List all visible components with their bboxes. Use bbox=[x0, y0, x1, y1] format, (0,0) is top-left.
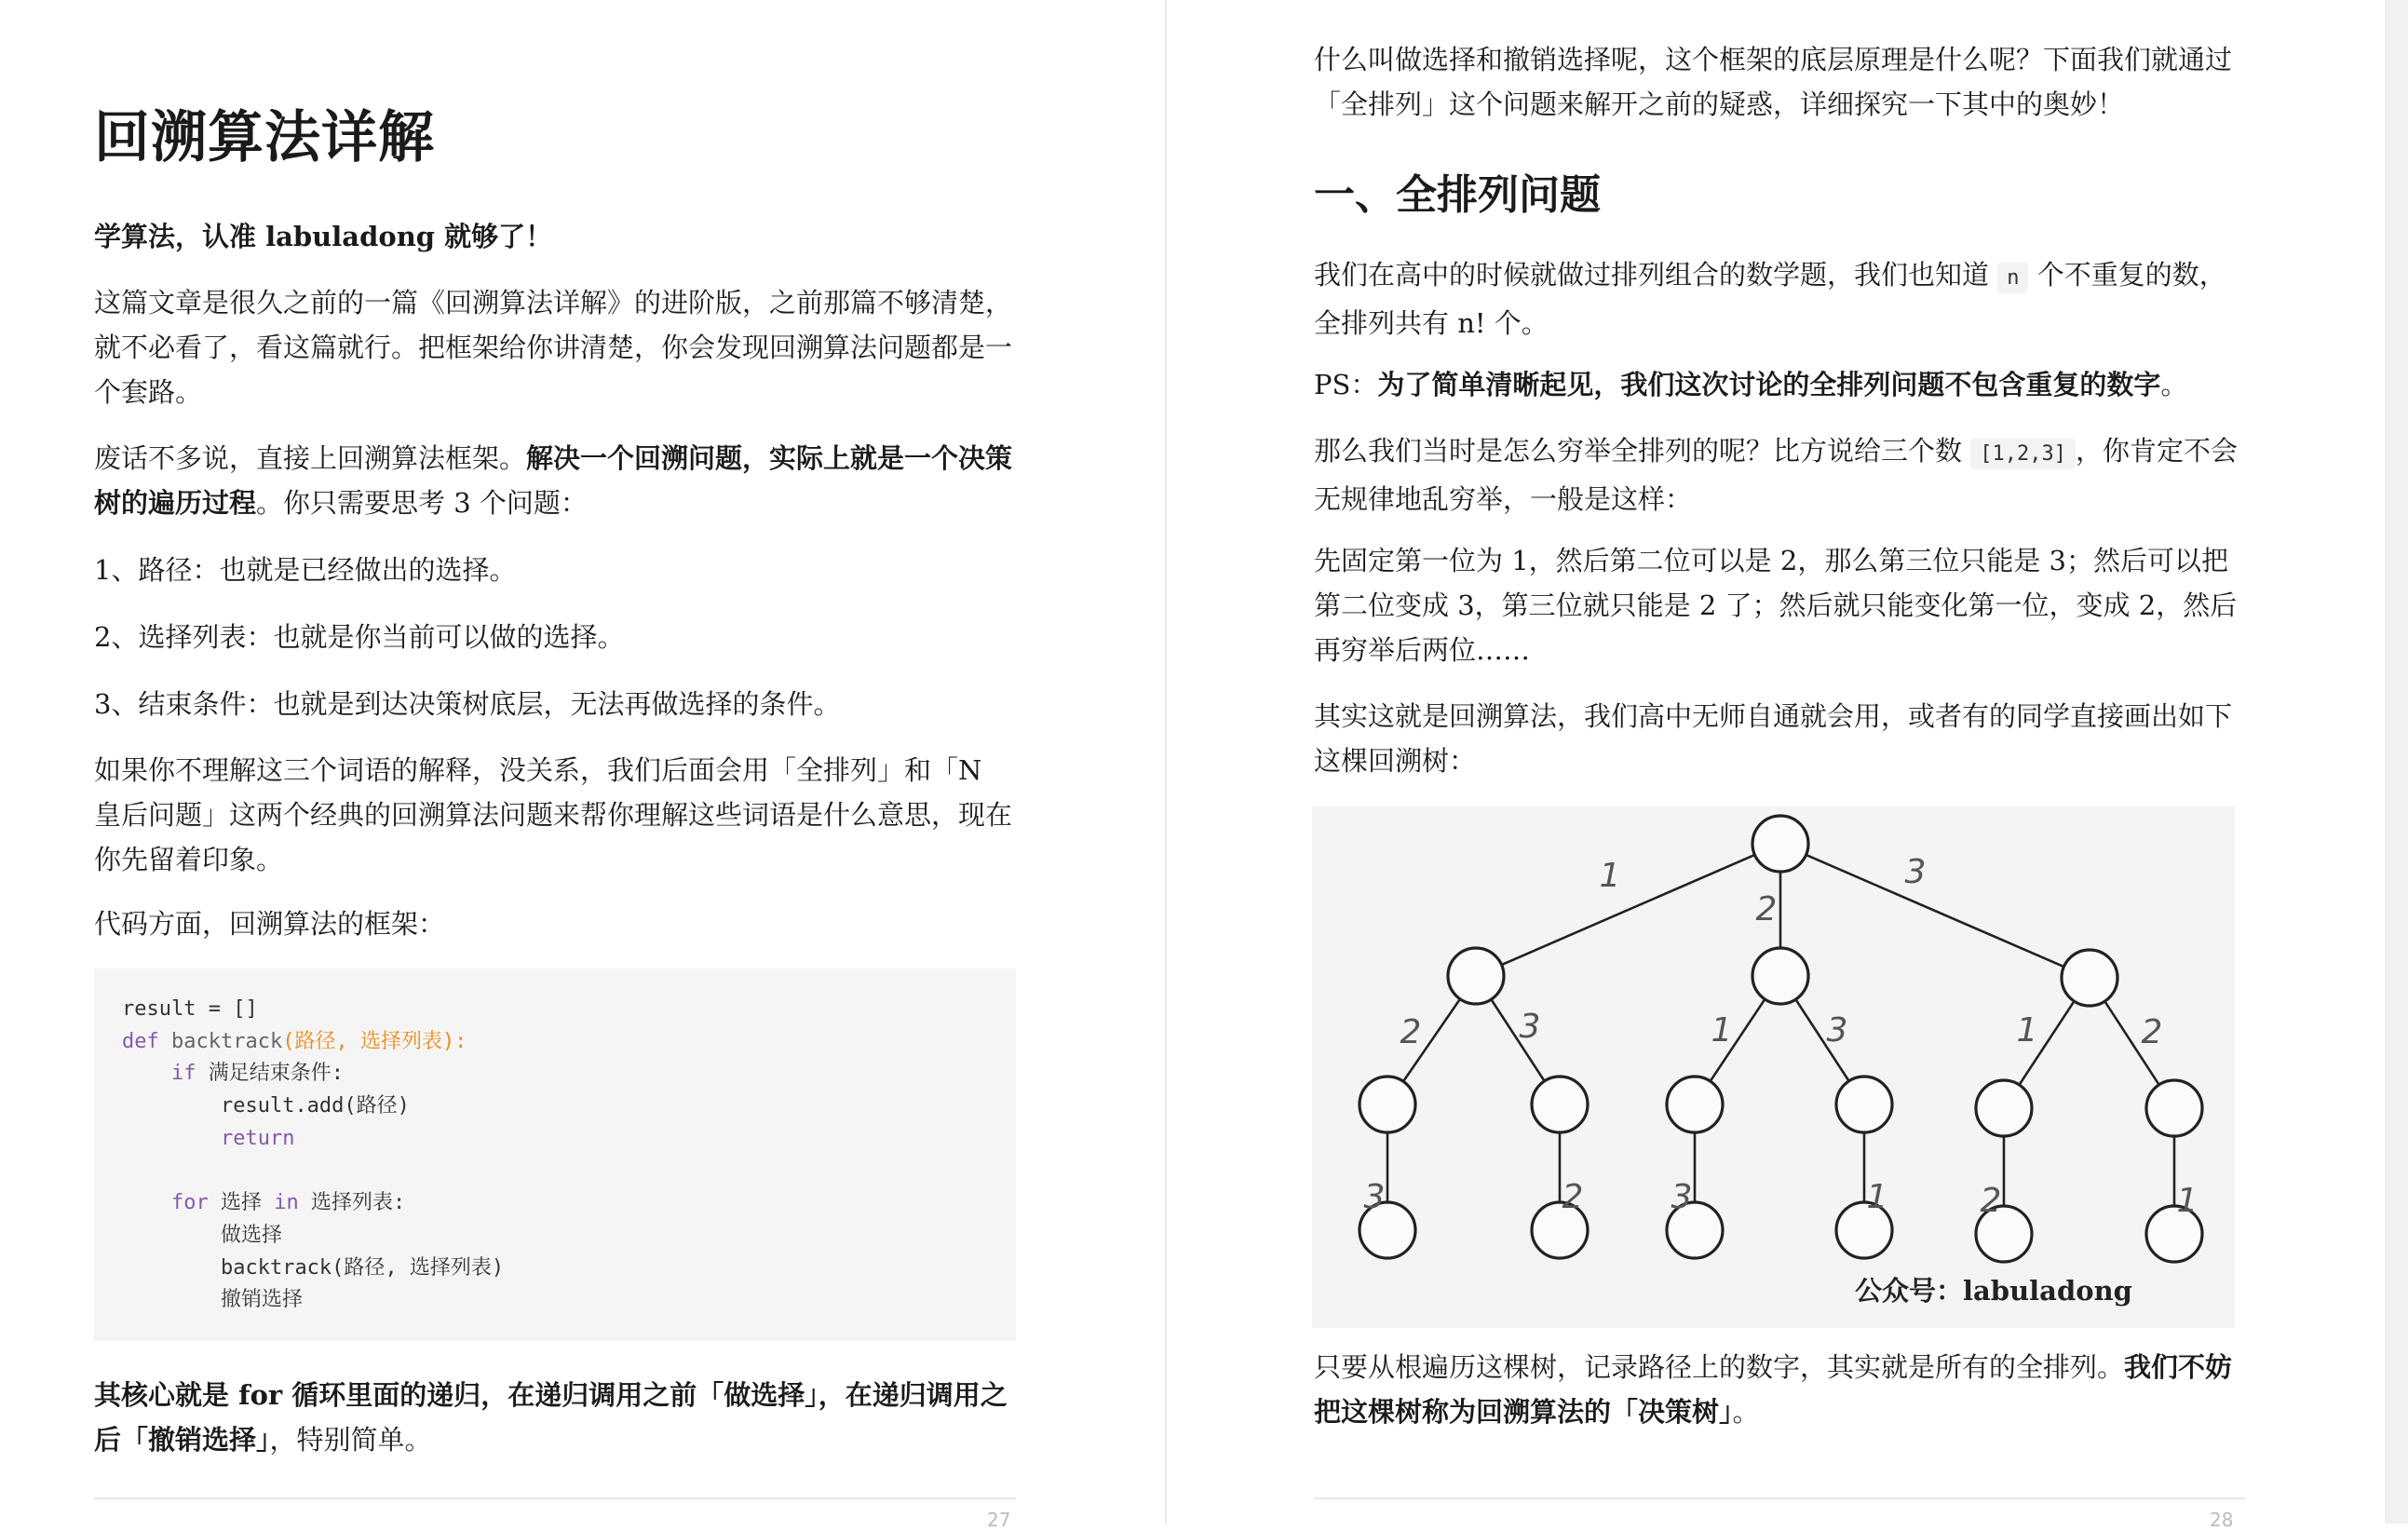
list-item-choices: 2、选择列表：也就是你当前可以做的选择。 bbox=[94, 621, 625, 653]
left-page bbox=[0, 0, 1165, 1531]
list-item-end-condition: 3、结束条件：也就是到达决策树底层，无法再做选择的条件。 bbox=[94, 688, 841, 720]
code-text: result.add(路径) bbox=[220, 1094, 410, 1118]
decision-tree-end: 。 bbox=[1732, 1396, 1760, 1428]
paragraph-permutation-intro bbox=[1314, 252, 2245, 345]
page-title: 回溯算法详解 bbox=[94, 105, 435, 170]
code-block bbox=[94, 969, 1016, 1341]
core-idea-bold-text: 其核心就是 for 循环里面的递归，在递归调用之前「做选择」，在递归调用之后「撤销选择」 bbox=[94, 1379, 1008, 1456]
enumeration-text-b: ，你肯定不会无规律地乱穷举，一般是这样： bbox=[1314, 435, 2238, 515]
tree-node bbox=[2146, 1080, 2202, 1136]
section-heading: 一、全排列问题 bbox=[1314, 171, 1601, 219]
intro-line bbox=[94, 214, 1016, 259]
framework-text-c: 。你只需要思考 3 个问题： bbox=[256, 487, 588, 519]
code-text: 撤销选择 bbox=[220, 1288, 303, 1312]
page-number: 28 bbox=[2210, 1509, 2234, 1531]
paragraph-core-idea bbox=[94, 1373, 1016, 1462]
scrollbar[interactable] bbox=[2385, 0, 2408, 1524]
tree-edge-label: 3 bbox=[1671, 1178, 1693, 1216]
code-line bbox=[122, 1155, 988, 1187]
tree-edge-label: 3 bbox=[1363, 1178, 1386, 1216]
tree-node bbox=[1667, 1077, 1723, 1132]
inline-code-array: [1,2,3] bbox=[1970, 439, 2076, 469]
framework-text-a: 废话不多说，直接上回溯算法框架。 bbox=[94, 442, 527, 474]
paragraph-explanation: 如果你不理解这三个词语的解释，没关系，我们后面会用「全排列」和「N 皇后问题」这两个经典的回溯算法问题来帮你理解这些词语是什么意思，现在你先留着印象。 bbox=[94, 754, 1013, 875]
code-text: result = [] bbox=[122, 997, 258, 1021]
tree-edge-label: 1 bbox=[2176, 1182, 2198, 1220]
ps-label: PS： bbox=[1314, 369, 1378, 400]
tree-diagram bbox=[1312, 806, 2235, 1328]
code-text: 选择列表: bbox=[298, 1191, 406, 1215]
tree-edge-label: 1 bbox=[1866, 1178, 1888, 1216]
paragraph-code-intro: 代码方面，回溯算法的框架： bbox=[94, 908, 446, 940]
paragraph-intro: 这篇文章是很久之前的一篇《回溯算法详解》的进阶版，之前那篇不够清楚，就不必看了，看这篇就行。把框架给你讲清楚，你会发现回溯算法问题都是一个套路。 bbox=[94, 287, 1013, 408]
framework-bold-text: 解决一个回溯问题，实际上就是一个决策树的遍历过程 bbox=[94, 442, 1013, 519]
code-line bbox=[122, 1187, 988, 1220]
ps-end: 。 bbox=[2160, 369, 2188, 400]
tree-edge bbox=[1502, 855, 1755, 965]
figure-watermark: 公众号：labuladong bbox=[1855, 1275, 2132, 1307]
tree-node bbox=[1532, 1077, 1588, 1132]
paragraph-ps-note bbox=[1314, 362, 2245, 407]
code-keyword: for bbox=[170, 1191, 209, 1215]
code-line bbox=[122, 1026, 988, 1059]
tree-node bbox=[1448, 948, 1504, 1004]
code-keyword: def bbox=[122, 1029, 159, 1053]
code-arguments: (路径, 选择列表): bbox=[282, 1029, 467, 1053]
paragraph-steps: 先固定第一位为 1，然后第二位可以是 2，那么第三位只能是 3；然后可以把第二位变成 3，第三位就只能是 2 了；然后就只能变化第一位，变成 2，然后再穷举后两位…… bbox=[1314, 545, 2238, 666]
page-number: 27 bbox=[987, 1509, 1011, 1531]
code-function-name: backtrack bbox=[158, 1029, 283, 1053]
paragraph-transition: 什么叫做选择和撤销选择呢，这个框架的底层原理是什么呢？下面我们就通过「全排列」这个问题来解开之前的疑惑，详细探究一下其中的奥妙！ bbox=[1314, 44, 2233, 120]
code-line bbox=[122, 1220, 988, 1253]
footer-divider bbox=[94, 1497, 1016, 1499]
tree-node bbox=[1360, 1077, 1415, 1132]
permutation-text-a: 我们在高中的时候就做过排列组合的数学题，我们也知道 bbox=[1314, 259, 1998, 291]
tree-edge-label: 1 bbox=[1599, 857, 1621, 895]
tree-edge-label: 3 bbox=[1826, 1011, 1848, 1050]
core-idea-text: ，特别简单。 bbox=[269, 1424, 432, 1456]
decision-tree-text: 只要从根遍历这棵树，记录路径上的数字，其实就是所有的全排列。 bbox=[1314, 1351, 2125, 1383]
code-line bbox=[122, 1091, 988, 1123]
code-text: 做选择 bbox=[220, 1223, 282, 1247]
intro-bold-text: 学算法，认准 labuladong 就够了！ bbox=[94, 221, 553, 252]
tree-edge-label: 2 bbox=[1980, 1182, 2002, 1220]
tree-node bbox=[1976, 1080, 2032, 1136]
code-text: backtrack(路径, 选择列表) bbox=[220, 1255, 505, 1280]
code-text: 满足结束条件: bbox=[196, 1062, 344, 1086]
tree-edge-label: 3 bbox=[1519, 1008, 1541, 1046]
code-line bbox=[122, 1123, 988, 1156]
decision-tree-bold-text: 我们不妨把这棵树称为回溯算法的「决策树」 bbox=[1314, 1351, 2233, 1428]
paragraph-framework bbox=[94, 436, 1016, 525]
tree-edge-label: 2 bbox=[1400, 1013, 1422, 1051]
code-keyword: return bbox=[220, 1126, 295, 1150]
tree-edge-label: 3 bbox=[1904, 853, 1927, 891]
backtracking-tree-figure bbox=[1312, 806, 2235, 1328]
code-line bbox=[122, 1058, 988, 1091]
code-line bbox=[122, 994, 988, 1026]
code-keyword: in bbox=[274, 1191, 299, 1215]
tree-edge-label: 2 bbox=[1755, 890, 1778, 928]
paragraph-tree-intro: 其实这就是回溯算法，我们高中无师自通就会用，或者有的同学直接画出如下这棵回溯树： bbox=[1314, 700, 2233, 777]
paragraph-enumeration bbox=[1314, 428, 2245, 522]
tree-edge-label: 2 bbox=[1562, 1178, 1584, 1216]
ps-bold-text: 为了简单清晰起见，我们这次讨论的全排列问题不包含重复的数字 bbox=[1377, 369, 2161, 400]
tree-edge-label: 1 bbox=[1711, 1011, 1733, 1050]
footer-divider bbox=[1314, 1497, 2245, 1499]
tree-node bbox=[1752, 948, 1808, 1004]
tree-node bbox=[1752, 816, 1808, 872]
list-item-path: 1、路径：也就是已经做出的选择。 bbox=[94, 554, 517, 586]
tree-edge bbox=[1806, 855, 2064, 967]
inline-code-n: n bbox=[1997, 263, 2028, 293]
tree-edge-label: 2 bbox=[2141, 1013, 2163, 1051]
code-text: 选择 bbox=[208, 1191, 275, 1215]
code-keyword: if bbox=[170, 1062, 196, 1086]
permutation-text-b: 个不重复的数，全排列共有 n! 个。 bbox=[1314, 259, 2226, 339]
enumeration-text-a: 那么我们当时是怎么穷举全排列的呢？比方说给三个数 bbox=[1314, 435, 1971, 467]
tree-node bbox=[2062, 950, 2117, 1006]
tree-edge-label: 1 bbox=[2016, 1011, 2038, 1050]
tree-node bbox=[1836, 1077, 1892, 1132]
code-line bbox=[122, 1284, 988, 1317]
paragraph-decision-tree bbox=[1314, 1345, 2245, 1434]
code-line bbox=[122, 1253, 988, 1285]
